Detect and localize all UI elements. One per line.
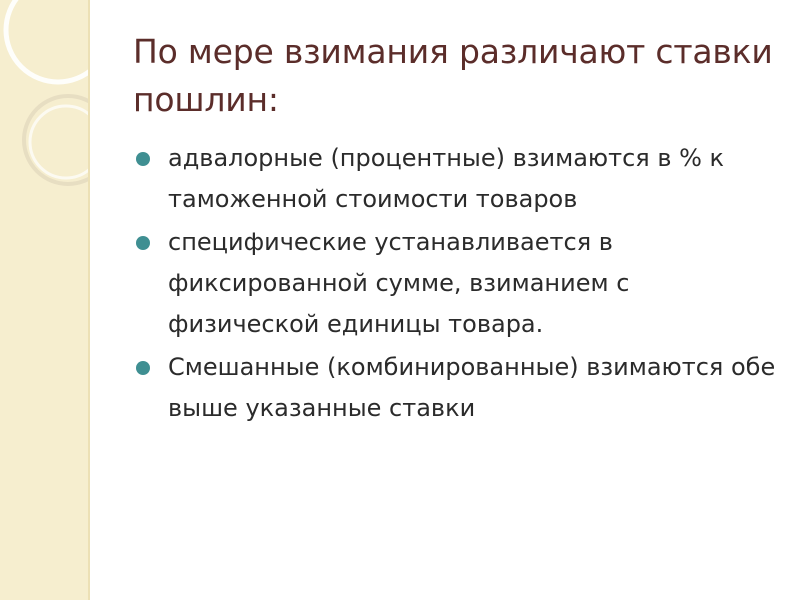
bullet-dot-icon [136,361,150,375]
bullet-list [133,138,783,429]
bullet-text: адвалорные (процентные) взимаются в % к таможенной стоимости товаров [168,144,725,213]
bullet-text: Смешанные (комбинированные) взимаются обе выше указанные ставки [168,353,776,422]
bullet-text: специфические устанавливается в фиксированной сумме, взиманием с физической единицы товара. [168,228,630,338]
decorative-ring-inner [30,106,88,178]
bullet-dot-icon [136,152,150,166]
bullet-dot-icon [136,236,150,250]
decorative-rings [0,0,88,600]
decorative-ring-top [6,0,88,82]
slide-content [133,28,783,431]
bullet-item [133,222,783,345]
slide-title: По мере взимания различают ставки пошлин: [133,32,773,119]
decorative-side-band [0,0,90,600]
bullet-item [133,347,783,429]
bullet-item [133,138,783,220]
